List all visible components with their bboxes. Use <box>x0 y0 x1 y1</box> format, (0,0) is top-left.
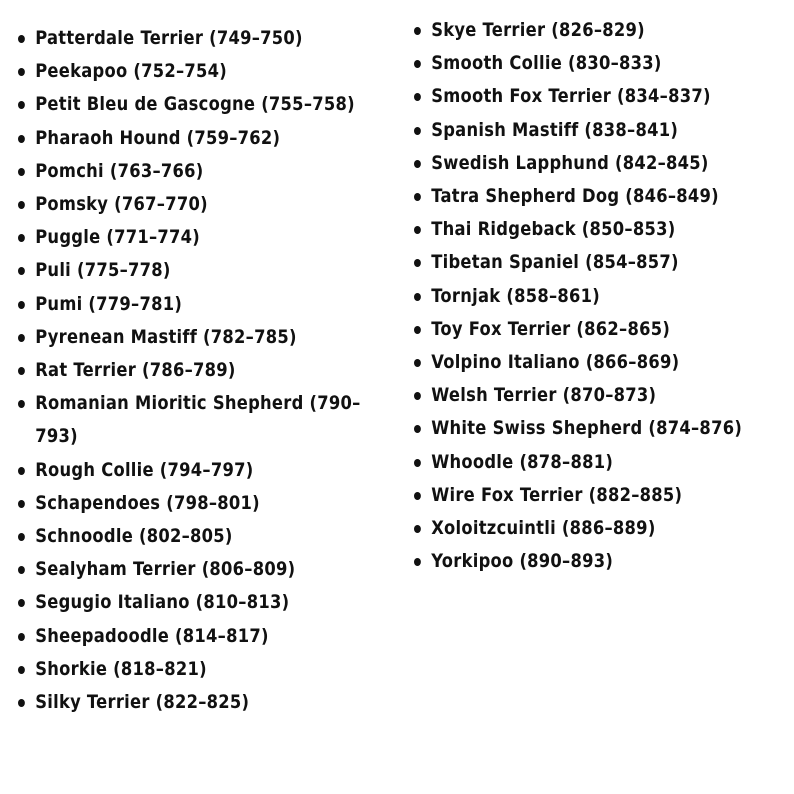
list-item-text: Segugio Italiano (810–813) <box>35 591 290 614</box>
bullet-icon <box>18 135 25 143</box>
bullet-icon <box>18 599 25 607</box>
list-item <box>414 246 732 279</box>
bullet-icon <box>414 525 421 533</box>
list-item <box>18 122 302 155</box>
list-item-text: Skye Terrier (826–829) <box>431 19 645 41</box>
bullet-icon <box>18 201 25 209</box>
bullet-icon <box>414 558 421 566</box>
bullet-icon <box>414 425 421 433</box>
list-item-text: Pomchi (763–766) <box>35 159 204 182</box>
bullet-icon <box>18 334 25 342</box>
list-item <box>414 446 732 479</box>
list-item-text: Xoloitzcuintli (886–889) <box>431 517 656 540</box>
list-item-text: Schapendoes (798–801) <box>35 491 260 514</box>
list-item <box>414 379 732 412</box>
bullet-icon <box>18 500 25 508</box>
list-item <box>18 354 302 387</box>
bullet-icon <box>18 400 25 408</box>
list-item-text: Tibetan Spaniel (854–857) <box>431 251 679 274</box>
list-item-text: Puggle (771–774) <box>35 226 201 249</box>
bullet-icon <box>414 259 421 267</box>
list-item-text: Pumi (779–781) <box>35 292 183 315</box>
list-item-text: Swedish Lapphund (842–845) <box>431 151 709 174</box>
bullet-icon <box>18 234 25 242</box>
list-item-text: Pomsky (767–770) <box>35 193 208 216</box>
list-item <box>414 47 732 80</box>
bullet-icon <box>18 367 25 375</box>
list-item <box>414 114 732 147</box>
bullet-icon <box>18 533 25 541</box>
bullet-icon <box>18 101 25 109</box>
list-item <box>18 520 302 553</box>
bullet-icon <box>18 267 25 275</box>
bullet-icon <box>414 293 421 301</box>
list-item-text: Thai Ridgeback (850–853) <box>431 218 676 241</box>
list-item <box>414 80 732 113</box>
list-item-text: Whoodle (878–881) <box>431 450 614 473</box>
list-item-text: Rat Terrier (786–789) <box>35 359 236 382</box>
list-item <box>18 686 302 719</box>
bullet-icon <box>414 93 421 101</box>
list-item <box>414 346 732 379</box>
bullet-icon <box>414 193 421 201</box>
right-column-list <box>414 14 784 578</box>
list-item <box>18 22 302 55</box>
list-item-text: Romanian Mioritic Shepherd (790–793) <box>35 392 361 448</box>
bullet-icon <box>414 226 421 234</box>
list-item-text: Shorkie (818–821) <box>35 657 207 680</box>
bullet-icon <box>414 392 421 400</box>
bullet-icon <box>18 666 25 674</box>
list-item <box>18 221 302 254</box>
list-item-text: Volpino Italiano (866–869) <box>431 351 680 374</box>
list-item-text: Pyrenean Mastiff (782–785) <box>35 325 297 348</box>
bullet-icon <box>414 27 421 35</box>
list-item <box>18 321 302 354</box>
list-item <box>18 155 302 188</box>
bullet-icon <box>414 127 421 135</box>
bullet-icon <box>18 168 25 176</box>
list-item-text: Yorkipoo (890–893) <box>431 550 614 573</box>
bullet-icon <box>18 699 25 707</box>
list-item <box>18 288 302 321</box>
list-item-text: Tatra Shepherd Dog (846–849) <box>431 185 719 208</box>
bullet-icon <box>414 326 421 334</box>
list-item-text: White Swiss Shepherd (874–876) <box>431 417 743 440</box>
list-item <box>18 387 362 453</box>
list-item <box>18 620 302 653</box>
list-item <box>414 180 732 213</box>
list-item <box>414 147 732 180</box>
bullet-icon <box>18 566 25 574</box>
bullet-icon <box>414 459 421 467</box>
list-item <box>18 55 302 88</box>
list-item-text: Puli (775–778) <box>35 259 171 282</box>
list-item-text: Sheepadoodle (814–817) <box>35 624 269 647</box>
list-item <box>18 188 302 221</box>
list-item <box>414 545 732 578</box>
bullet-icon <box>18 633 25 641</box>
list-item <box>414 14 732 47</box>
list-item-text: Welsh Terrier (870–873) <box>431 384 657 407</box>
list-item <box>414 512 732 545</box>
list-item <box>18 653 302 686</box>
list-item <box>414 412 743 445</box>
list-item-text: Pharaoh Hound (759–762) <box>35 126 281 149</box>
bullet-icon <box>414 492 421 500</box>
bullet-icon <box>18 35 25 43</box>
list-item <box>18 487 302 520</box>
bullet-icon <box>18 68 25 76</box>
list-item-text: Petit Bleu de Gascogne (755–758) <box>35 93 355 116</box>
list-item-text: Toy Fox Terrier (862–865) <box>431 317 671 340</box>
list-item <box>414 280 732 313</box>
list-item-text: Smooth Fox Terrier (834–837) <box>431 85 711 108</box>
list-item <box>18 553 302 586</box>
bullet-icon <box>414 359 421 367</box>
list-item-text: Tornjak (858–861) <box>431 284 600 307</box>
list-item <box>18 88 362 121</box>
list-item-text: Patterdale Terrier (749–750) <box>35 27 303 49</box>
bullet-icon <box>18 467 25 475</box>
list-item-text: Silky Terrier (822–825) <box>35 691 250 714</box>
list-item <box>414 313 732 346</box>
list-item-text: Schnoodle (802–805) <box>35 525 233 548</box>
list-item-text: Sealyham Terrier (806–809) <box>35 558 296 581</box>
list-item-text: Smooth Collie (830–833) <box>431 52 662 75</box>
bullet-icon <box>18 301 25 309</box>
left-column-list <box>18 22 361 719</box>
list-item-text: Spanish Mastiff (838–841) <box>431 118 679 141</box>
list-item-text: Peekapoo (752–754) <box>35 60 228 83</box>
list-item-text: Wire Fox Terrier (882–885) <box>431 483 683 506</box>
bullet-icon <box>414 160 421 168</box>
list-item <box>18 454 302 487</box>
list-item <box>414 479 732 512</box>
list-item-text: Rough Collie (794–797) <box>35 458 254 481</box>
list-item <box>18 586 302 619</box>
bullet-icon <box>414 60 421 68</box>
list-item <box>18 254 302 287</box>
list-item <box>414 213 732 246</box>
